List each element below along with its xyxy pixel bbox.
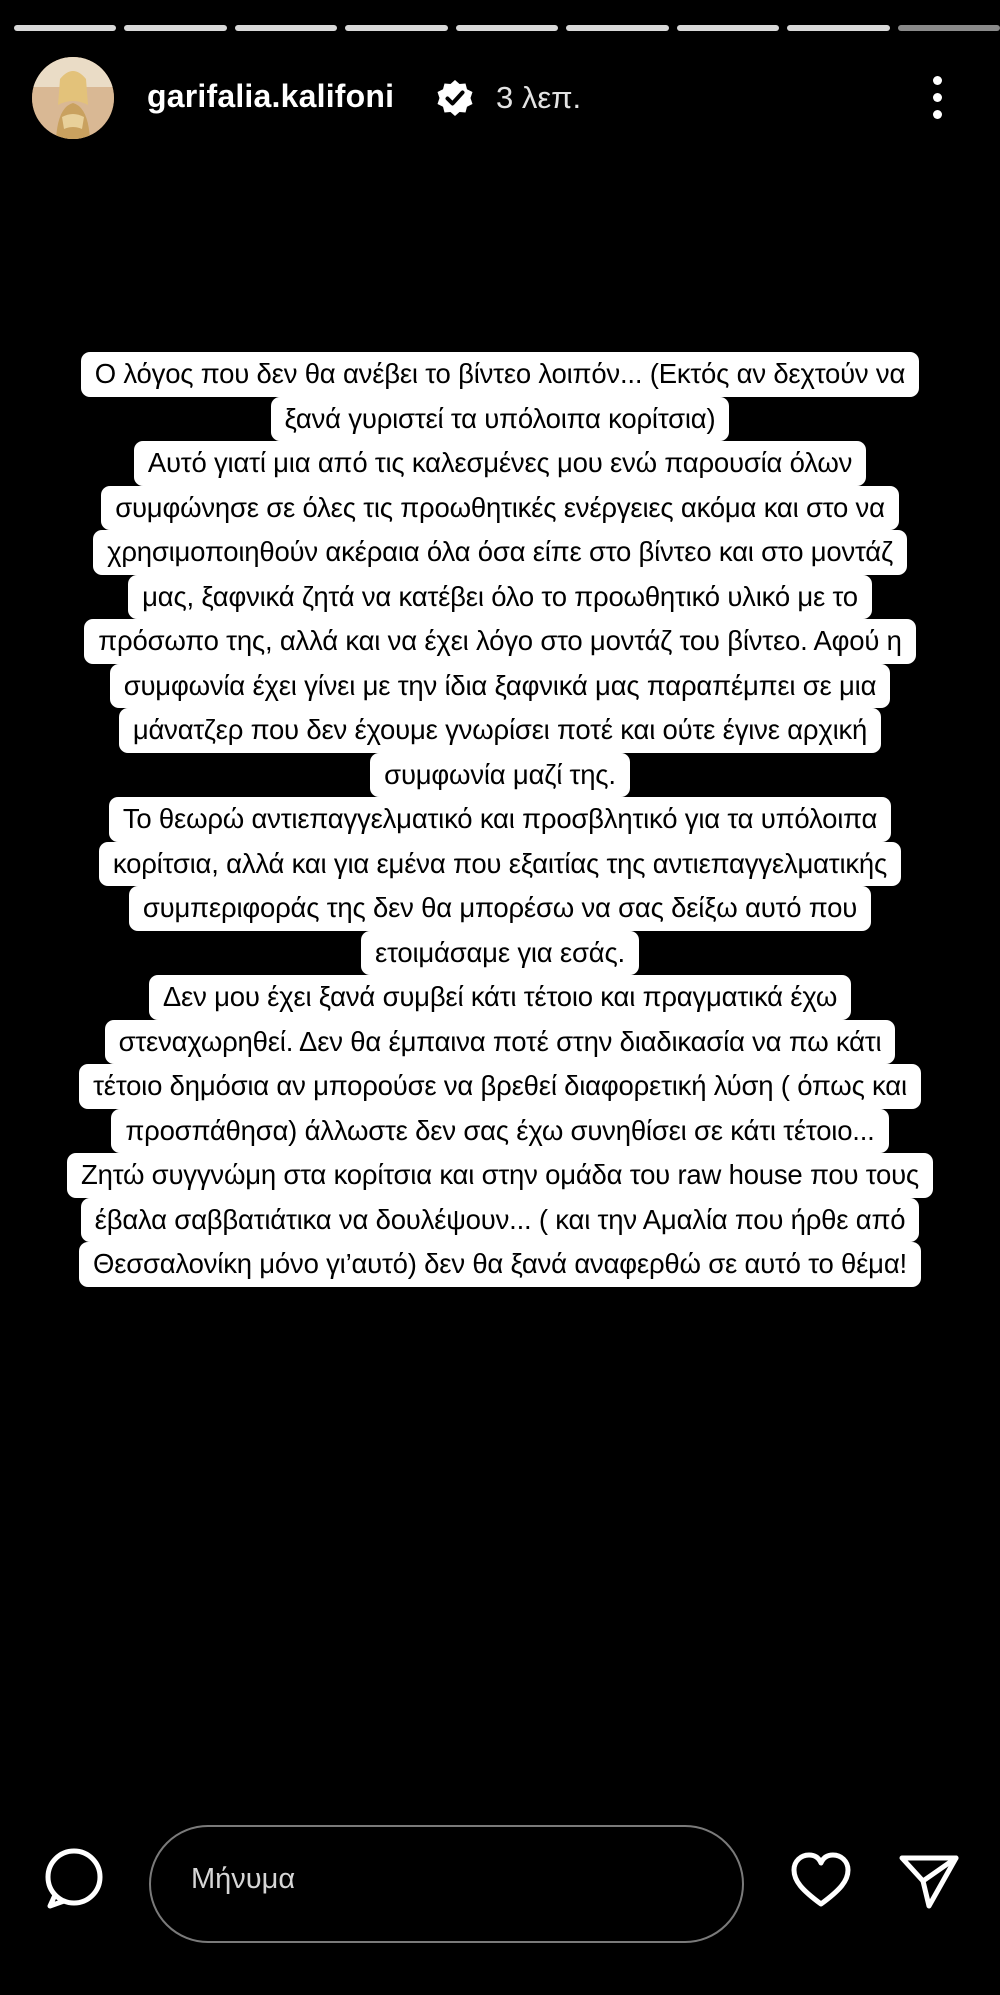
story-text-line [0, 931, 1000, 976]
story-text-line-label: πρόσωπο της, αλλά και να έχει λόγο στο μοντάζ του βίντεο. Αφού η [84, 619, 915, 664]
story-text-line-label: ξανά γυριστεί τα υπόλοιπα κορίτσια) [271, 397, 730, 442]
story-text-line-label: μας, ξαφνικά ζητά να κατέβει όλο το προωθητικό υλικό με το [128, 575, 872, 620]
story-text-line [0, 797, 1000, 842]
message-input[interactable]: Μήνυμα [191, 1863, 296, 1895]
story-text-line-label: προσπάθησα) άλλωστε δεν σας έχω συνηθίσει σε κάτι τέτοιο... [111, 1109, 888, 1154]
story-header [0, 50, 1000, 148]
story-text-line [0, 1109, 1000, 1154]
story-text-line-label: μάνατζερ που δεν έχουμε γνωρίσει ποτέ και ούτε έγινε αρχική [119, 708, 881, 753]
story-text-line-label: στεναχωρηθεί. Δεν θα έμπαινα ποτέ στην διαδικασία να πω κάτι [105, 1020, 896, 1065]
story-text-line [0, 1020, 1000, 1065]
story-text-line-label: Δεν μου έχει ξανά συμβεί κάτι τέτοιο και πραγματικά έχω [149, 975, 851, 1020]
story-text-line-label: έβαλα σαββατιάτικα να δουλέψουν... ( και την Αμαλία που ήρθε από [81, 1198, 920, 1243]
story-text-line-label: Θεσσαλονίκη μόνο γι’αυτό) δεν θα ξανά αναφερθώ σε αυτό το θέμα! [79, 1242, 921, 1287]
story-text-block [0, 352, 1000, 1287]
story-text-line [0, 1064, 1000, 1109]
story-text-line [0, 619, 1000, 664]
story-text-line-label: συμφώνησε σε όλες τις προωθητικές ενέργειες ακόμα και στο να [101, 486, 899, 531]
story-text-line [0, 1153, 1000, 1198]
story-text-line [0, 664, 1000, 709]
avatar[interactable] [32, 57, 114, 139]
story-text-line-label: κορίτσια, αλλά και για εμένα που εξαιτίας της αντιεπαγγελματικής [99, 842, 901, 887]
reply-bar [0, 1788, 1000, 1995]
story-text-line-label: συμφωνία μαζί της. [370, 753, 630, 798]
story-text-line-label: Αυτό γιατί μια από τις καλεσμένες μου ενώ παρουσία όλων [134, 441, 866, 486]
story-text-line-label: Ο λόγος που δεν θα ανέβει το βίντεο λοιπόν... (Εκτός αν δεχτούν να [81, 352, 919, 397]
story-text-line [0, 753, 1000, 798]
story-text-line [0, 486, 1000, 531]
story-progress-segment [345, 25, 447, 31]
story-progress-segment [124, 25, 226, 31]
camera-icon[interactable] [40, 1844, 108, 1912]
story-text-line-label: συμπεριφοράς της δεν θα μπορέσω να σας δείξω αυτό που [129, 886, 871, 931]
story-progress-segment [14, 25, 116, 31]
message-input-box[interactable] [149, 1825, 744, 1943]
story-progress-segment [787, 25, 889, 31]
story-text-line [0, 1198, 1000, 1243]
story-progress-segment [235, 25, 337, 31]
story-progress-segment [566, 25, 668, 31]
story-text-line [0, 886, 1000, 931]
username[interactable]: garifalia.kalifoni [147, 78, 395, 114]
story-progress-segment [898, 25, 1000, 31]
verified-badge-icon [435, 78, 475, 118]
story-text-line [0, 708, 1000, 753]
story-text-line [0, 1242, 1000, 1287]
heart-icon[interactable] [788, 1848, 854, 1914]
story-text-line-label: χρησιμοποιηθούν ακέραια όλα όσα είπε στο βίντεο και στο μοντάζ [93, 530, 907, 575]
story-text-line [0, 842, 1000, 887]
send-icon[interactable] [896, 1848, 962, 1914]
story-text-line-label: συμφωνία έχει γίνει με την ίδια ξαφνικά μας παραπέμπει σε μια [110, 664, 891, 709]
story-progress-segment [456, 25, 558, 31]
story-text-line-label: Το θεωρώ αντιεπαγγελματικό και προσβλητικό για τα υπόλοιπα [109, 797, 891, 842]
story-text-line [0, 575, 1000, 620]
story-text-line [0, 975, 1000, 1020]
story-text-line [0, 530, 1000, 575]
story-text-line-label: ετοιμάσαμε για εσάς. [361, 931, 639, 976]
story-progress-segment [677, 25, 779, 31]
story-progress-bar [14, 25, 1000, 31]
story-text-line [0, 397, 1000, 442]
story-text-line [0, 441, 1000, 486]
more-vertical-icon[interactable] [922, 74, 954, 122]
story-time-ago: 3 λεπ. [496, 80, 582, 115]
story-text-line [0, 352, 1000, 397]
story-text-line-label: τέτοιο δημόσια αν μπορούσε να βρεθεί διαφορετική λύση ( όπως και [79, 1064, 921, 1109]
story-text-line-label: Ζητώ συγγνώμη στα κορίτσια και στην ομάδα του raw house που τους [67, 1153, 933, 1198]
